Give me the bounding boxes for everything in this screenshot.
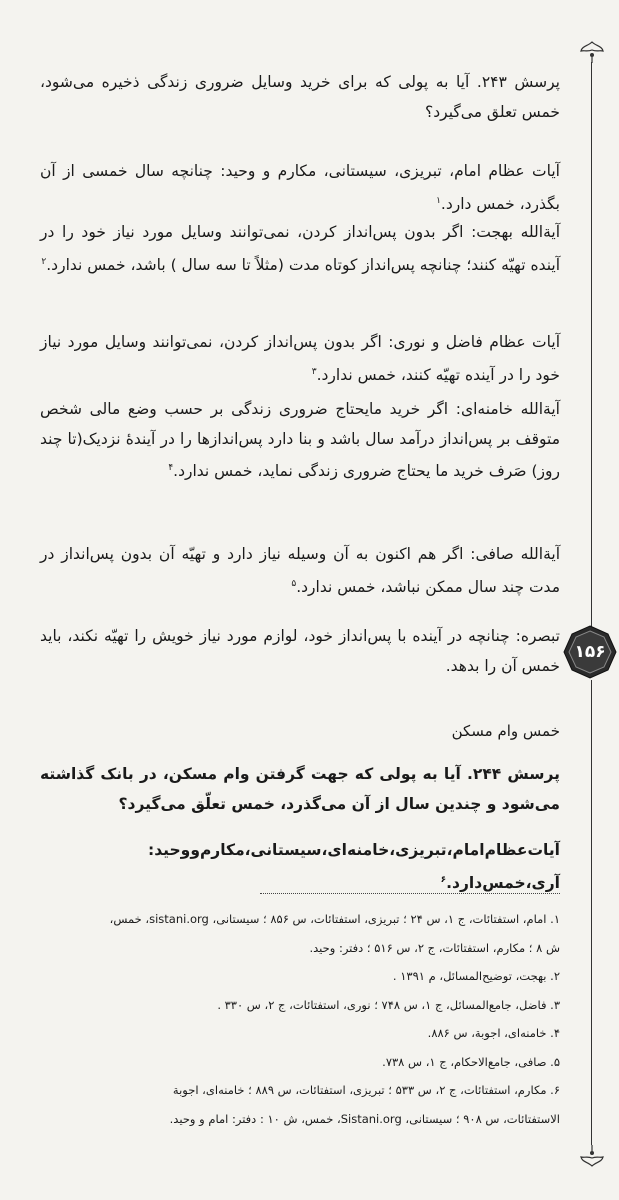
answer-244-ref: ۶	[440, 874, 447, 885]
note-text: چنانچه در آینده با پس‌انداز خود، لوازم مورد نیاز خویش را تهیّه نکند، باید خمس آن را بدهد.	[40, 627, 560, 675]
answer-5-lead: آیةالله صافی:	[470, 545, 561, 563]
question-243	[40, 68, 560, 127]
footnote-line: ۵. صافی، جامع‌الاحکام، ج ۱، س ۷۳۸.	[382, 1054, 560, 1069]
answer-4-ref: ۴	[168, 463, 174, 473]
answer-2-lead: آیةالله بهجت:	[471, 223, 561, 241]
note-tabsare	[40, 622, 560, 681]
answer-5-text: اگر هم اکنون به آن وسیله نیاز دارد و تهیّه آن بدون پس‌انداز در مدت چند سال ممکن نباشد، خمس ندارد.	[40, 545, 560, 596]
footnote-line: ۶. مکارم، استفتائات، ج ۲، س ۵۳۳ ؛ تبریزی، استفتائات، س ۸۸۹ ؛ خامنه‌ای، اجوبة	[172, 1083, 560, 1097]
answer-1-lead: آیات عظام امام، تبریزی، سیستانی، مکارم و وحید:	[220, 162, 560, 180]
answer-1-ref: ۱	[436, 195, 441, 206]
answer-4-text: اگر خرید مایحتاج ضروری زندگی بر حسب وضع مالی شخص متوقف بر پس‌انداز درآمد سال باشد و بنا دارد پس‌اندازها را در آیندهٔ نزدیک(تا چند روز) صَرف خرید ما یحتاج ضروری زندگی نماید، خمس ندارد.	[40, 400, 560, 481]
page-number: ۱۵۶	[574, 642, 606, 662]
footnote-line: ۲. بهجت، توضیح‌المسائل، م ۱۳۹۱ .	[392, 969, 560, 983]
note-lead: تبصره:	[515, 627, 560, 645]
answer-1	[40, 157, 560, 219]
border-line-top	[591, 62, 592, 627]
question-244-text: آیا به پولی که جهت گرفتن وام مسکن، در بانک گذاشته می‌شود و چندین سال از آن می‌گذرد، خمس تعلّق می‌گیرد؟	[40, 765, 560, 813]
question-244-label: پرسش ۲۴۴.	[466, 765, 560, 783]
footnote-line: ش ۸ ؛ مکارم، استفتائات، ج ۲، س ۵۱۶ ؛ دفتر: وحید.	[309, 940, 560, 955]
footnote-line: ۴. خامنه‌ای، اجوبة، س ۸۸۶.	[427, 1026, 560, 1040]
ornament-bottom-icon	[578, 1144, 606, 1168]
answer-3-ref: ۳	[311, 366, 317, 377]
answer-244	[40, 836, 560, 898]
footnote-line: ۳. فاضل، جامع‌المسائل، ج ۱، س ۷۴۸ ؛ نوری، استفتائات، ج ۲، س ۳۳۰ .	[217, 997, 560, 1012]
answer-244-lead: آیات‌عظام‌امام،تبریزی،خامنه‌ای،سیستانی،مکارم‌ووحید:	[148, 841, 560, 859]
answer-2-ref: ۲	[41, 256, 47, 267]
answer-3-text: اگر بدون پس‌انداز کردن، نمی‌توانند وسایل مورد نیاز خود را در آینده تهیّه کنند، خمس ندارد.	[40, 333, 560, 384]
footnotes	[40, 905, 560, 1133]
answer-5-ref: ۵	[291, 578, 297, 589]
answer-5	[40, 540, 560, 602]
border-line-bottom	[591, 680, 592, 1145]
answer-4-lead: آیةالله خامنه‌ای:	[455, 400, 560, 418]
footnote-line: الاستفتائات، س ۹۰۸ ؛ سیستانی، Sistani.org، خمس، ش ۱۰ : دفتر: امام و وحید.	[169, 1111, 560, 1126]
answer-2-text: اگر بدون پس‌انداز کردن، نمی‌توانند وسایل مورد نیاز خود را در آینده تهیّه کنند؛ چنانچه پس‌انداز کوتاه مدت (مثلاً تا سه سال ) باشد، خمس ندارد.	[40, 223, 560, 274]
ornament-top-icon	[578, 40, 606, 64]
footnote-separator	[260, 893, 560, 894]
question-243-label: پرسش ۲۴۳.	[476, 73, 560, 91]
answer-3-lead: آیات عظام فاضل و نوری:	[388, 333, 560, 351]
answer-3	[40, 328, 560, 390]
answer-2	[40, 218, 560, 280]
page-number-badge	[563, 625, 617, 679]
question-243-text: آیا به پولی که برای خرید وسایل ضروری زندگی ذخیره می‌شود، خمس تعلق می‌گیرد؟	[40, 73, 560, 121]
section-heading: خمس وام مسکن	[451, 722, 560, 740]
footnote-line: ۱. امام، استفتائات، ج ۱، س ۲۴ ؛ تبریزی، استفتائات، س ۸۵۶ ؛ سیستانی، sistani.org، خمس،	[109, 912, 560, 926]
answer-244-text: آری،خمس‌دارد.	[446, 873, 560, 892]
answer-4	[40, 395, 560, 487]
question-244	[40, 760, 560, 819]
answer-1-text: چنانچه سال خمسی از آن بگذرد، خمس دارد.	[40, 162, 560, 213]
